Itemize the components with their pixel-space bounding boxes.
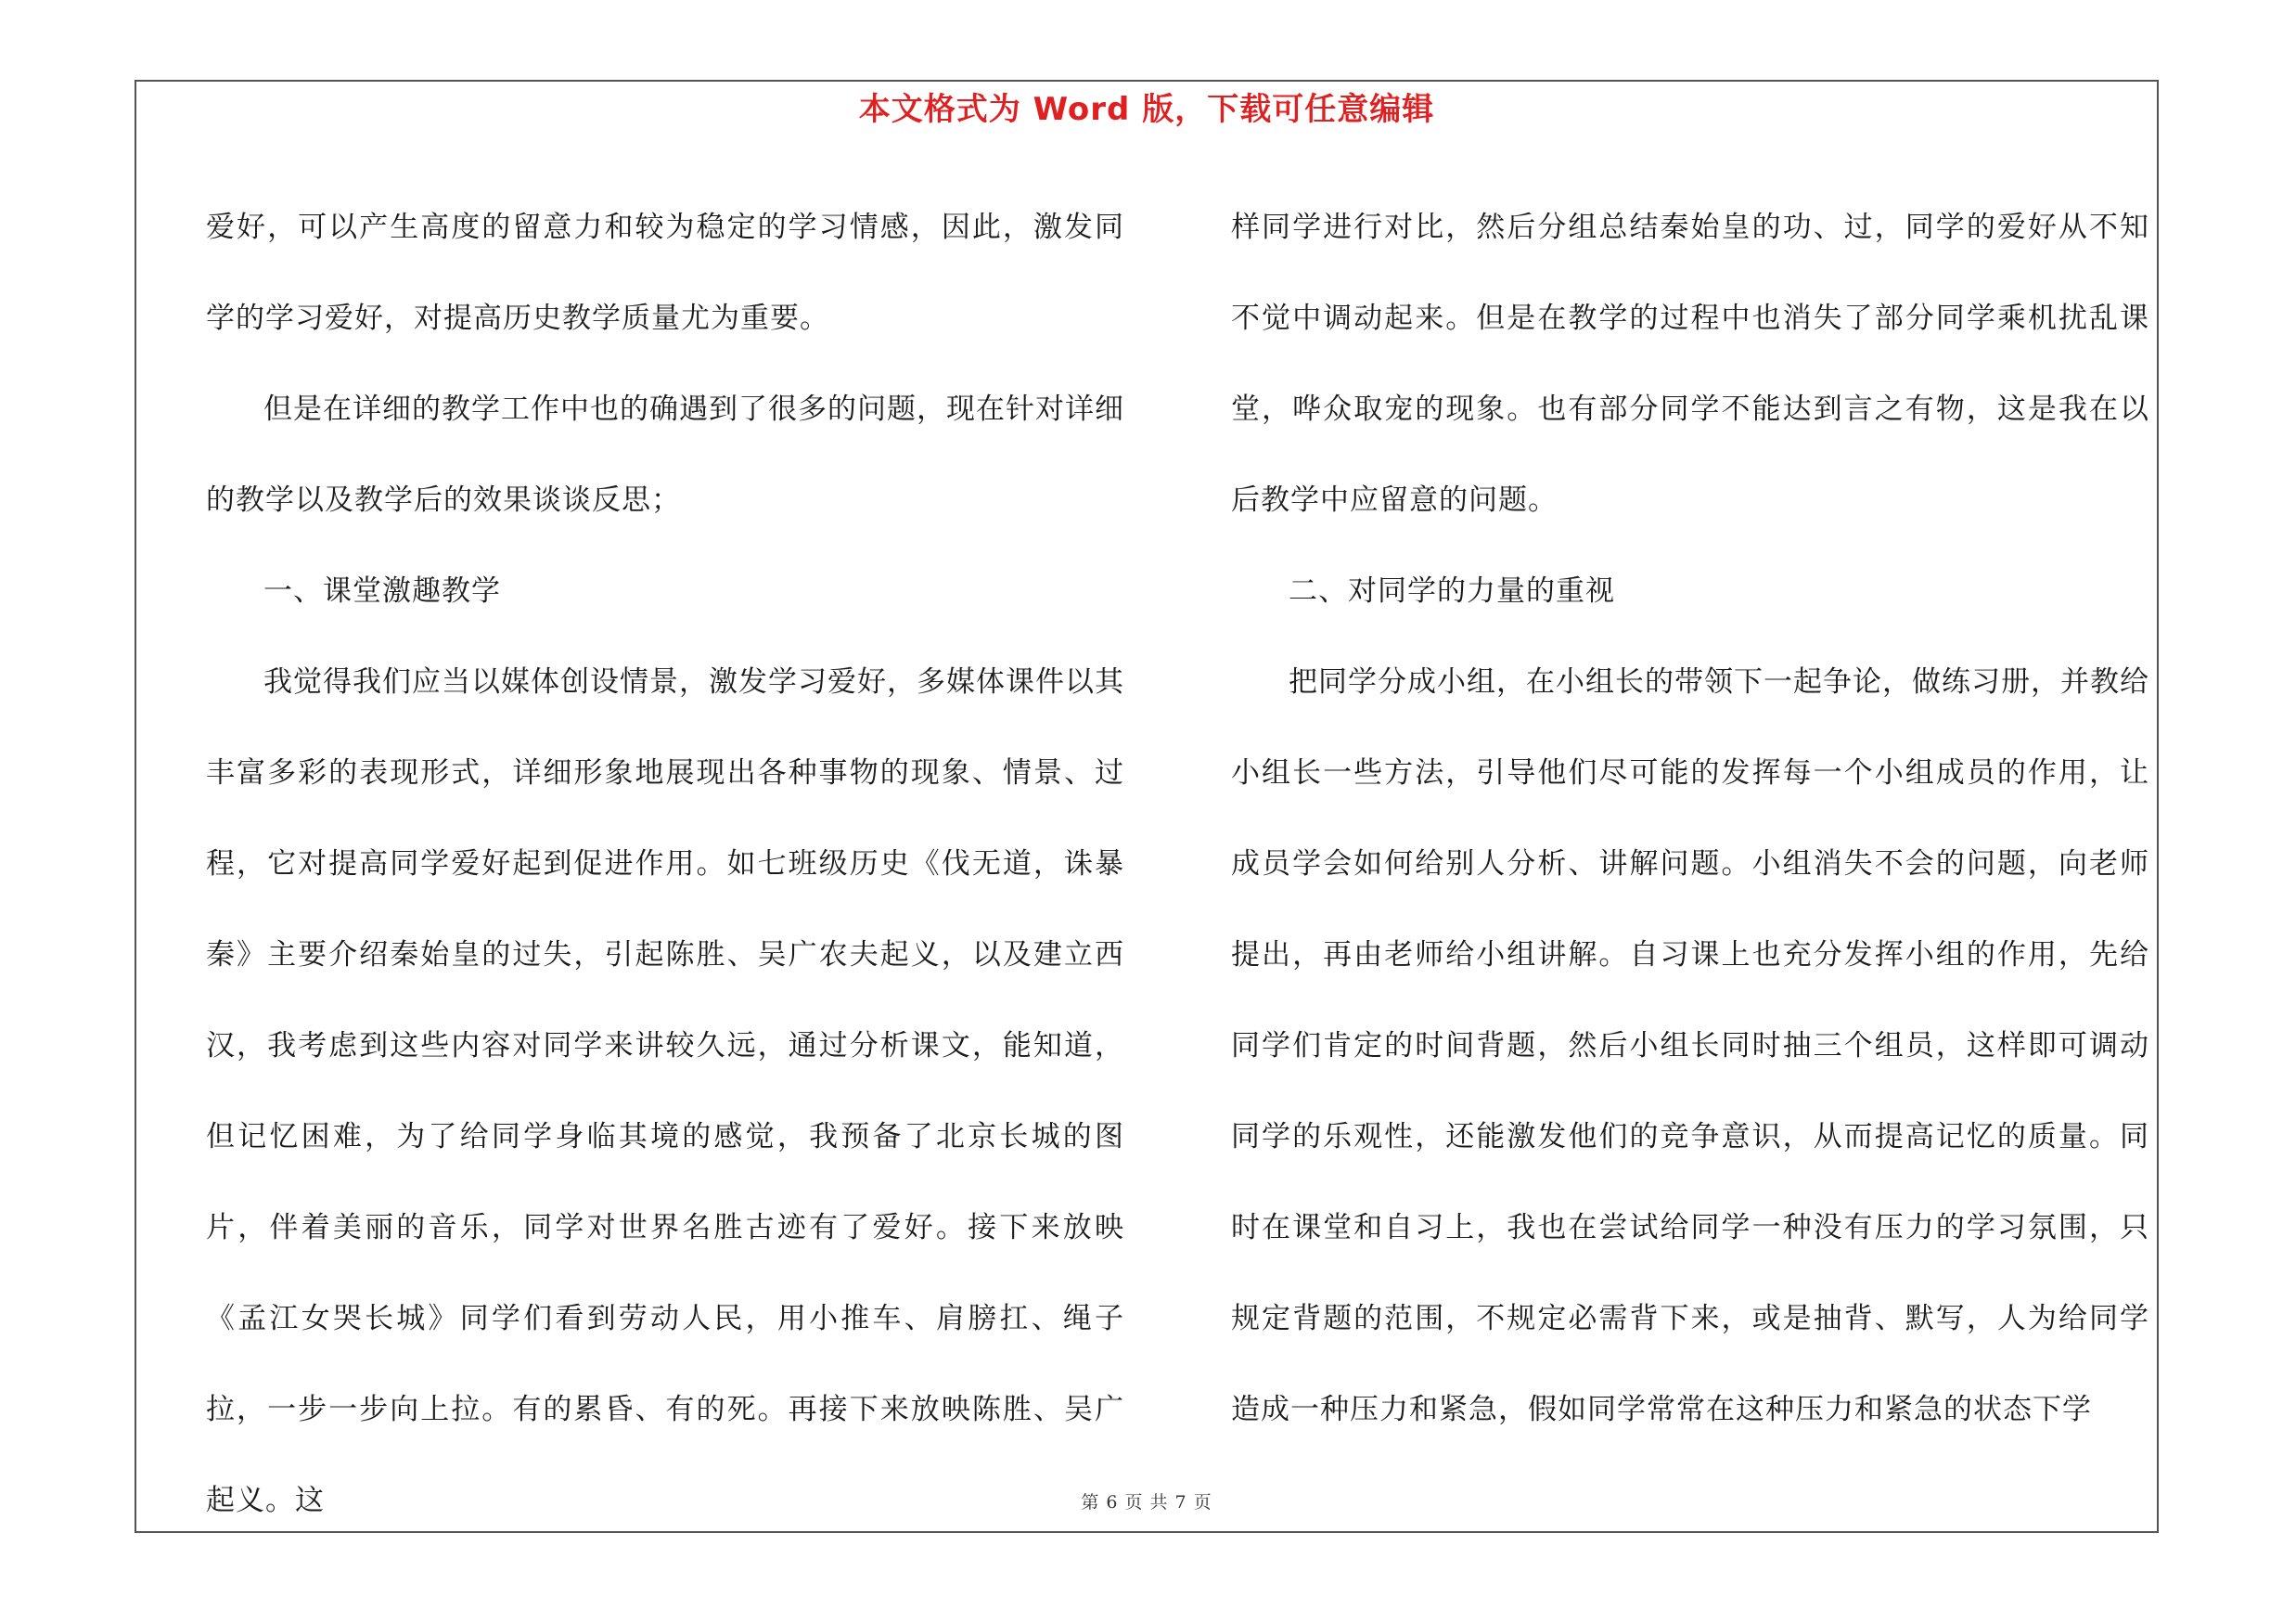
right-column: [1231, 182, 2149, 1455]
paragraph: 爱好，可以产生高度的留意力和较为稳定的学习情感，因此，激发同学的学习爱好，对提高历史教学质量尤为重要。: [206, 211, 1124, 335]
page-number: 第 6 页 共 7 页: [1081, 1492, 1212, 1513]
paragraph: 但是在详细的教学工作中也的确遇到了很多的问题，现在针对详细的教学以及教学后的效果谈谈反思；: [206, 393, 1124, 517]
paragraph: 样同学进行对比，然后分组总结秦始皇的功、过，同学的爱好从不知不觉中调动起来。但是在教学的过程中也消失了部分同学乘机扰乱课堂，哗众取宠的现象。也有部分同学不能达到言之有物，这是我在以后教学中应留意的问题。: [1231, 211, 2149, 517]
section-heading: 一、课堂激趣教学: [263, 574, 501, 608]
format-banner: 本文格式为 Word 版，下载可任意编辑: [858, 91, 1435, 128]
paragraph: 我觉得我们应当以媒体创设情景，激发学习爱好，多媒体课件以其丰富多彩的表现形式，详细形象地展现出各种事物的现象、情景、过程，它对提高同学爱好起到促进作用。如七班级历史《伐无道，诛暴秦》主要介绍秦始皇的过失，引起陈胜、吴广农夫起义，以及建立西汉，我考虑到这些内容对同学来讲较久远，通过分析课文，能知道，但记忆困难，为了给同学身临其境的感觉，我预备了北京长城的图片，伴着美丽的音乐，同学对世界名胜古迹有了爱好。接下来放映《孟江女哭长城》同学们看到劳动人民，用小推车、肩膀扛、绳子拉，一步一步向上拉。有的累昏、有的死。再接下来放映陈胜、吴广起义。这: [206, 665, 1124, 1517]
section-heading: 二、对同学的力量的重视: [1289, 574, 1615, 608]
paragraph: 把同学分成小组，在小组长的带领下一起争论，做练习册，并教给小组长一些方法，引导他们尽可能的发挥每一个小组成员的作用，让成员学会如何给别人分析、讲解问题。小组消失不会的问题，向老师提出，再由老师给小组讲解。自习课上也充分发挥小组的作用，先给同学们肯定的时间背题，然后小组长同时抽三个组员，这样即可调动同学的乐观性，还能激发他们的竞争意识，从而提高记忆的质量。同时在课堂和自习上，我也在尝试给同学一种没有压力的学习氛围，只规定背题的范围，不规定必需背下来，或是抽背、默写，人为给同学造成一种压力和紧急，假如同学常常在这种压力和紧急的状态下学: [1231, 665, 2149, 1426]
left-column: [206, 182, 1124, 1546]
